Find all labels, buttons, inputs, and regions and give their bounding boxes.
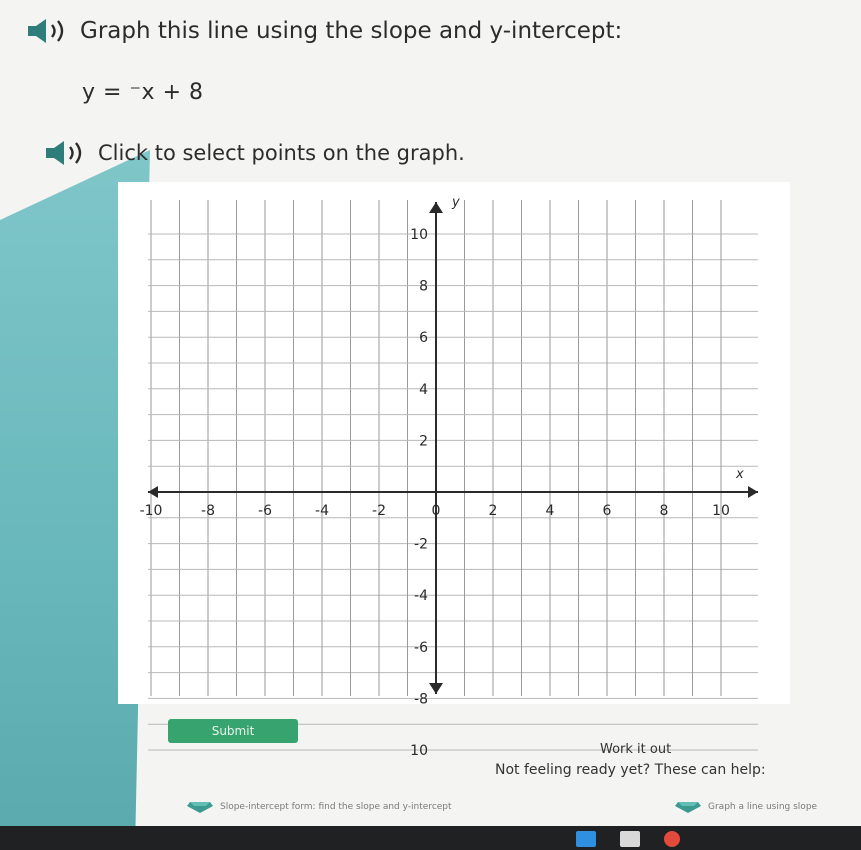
prompt-row bbox=[22, 16, 622, 46]
prompt-title: Graph this line using the slope and y-intercept: bbox=[80, 18, 623, 44]
y-tick-label: 4 bbox=[419, 381, 428, 398]
x-tick-label: -6 bbox=[258, 503, 272, 519]
help-link-label[interactable]: Slope-intercept form: find the slope and y-intercept bbox=[220, 802, 452, 812]
speaker-icon[interactable] bbox=[40, 138, 92, 168]
y-tick-label: 10 bbox=[410, 743, 428, 759]
axes bbox=[148, 202, 758, 694]
x-tick-label: 0 bbox=[431, 503, 441, 519]
equation: y = ⁻x + 8 bbox=[82, 80, 204, 105]
help-link-label[interactable]: Graph a line using slope bbox=[708, 802, 818, 812]
x-tick-label: 8 bbox=[659, 503, 669, 519]
gem-icon bbox=[186, 800, 214, 814]
gem-icon bbox=[674, 800, 702, 814]
x-tick-label: -4 bbox=[315, 503, 329, 519]
y-tick-label: 10 bbox=[410, 227, 428, 243]
x-tick-label: -8 bbox=[201, 503, 215, 519]
y-tick-label: -8 bbox=[414, 691, 428, 708]
y-tick-label: -6 bbox=[414, 639, 428, 656]
arrow-icon bbox=[429, 202, 443, 213]
help-prompt: Not feeling ready yet? These can help: bbox=[495, 762, 766, 778]
x-tick-label: 6 bbox=[602, 503, 612, 519]
x-tick-label: -10 bbox=[139, 503, 163, 519]
grid-lines bbox=[148, 200, 758, 750]
store-icon[interactable] bbox=[620, 831, 640, 847]
arrow-icon bbox=[148, 486, 158, 498]
x-tick-label: -2 bbox=[372, 503, 386, 519]
x-tick-label: 10 bbox=[712, 503, 730, 519]
y-tick-label: -2 bbox=[414, 536, 428, 553]
y-tick-label: 6 bbox=[419, 330, 428, 347]
instruction-text: Click to select points on the graph. bbox=[98, 141, 465, 165]
y-tick-label: 2 bbox=[419, 433, 428, 450]
y-tick-label: -4 bbox=[414, 588, 428, 605]
y-axis-label: y bbox=[452, 195, 460, 210]
help-link-slope-intercept[interactable] bbox=[186, 800, 452, 814]
submit-button[interactable]: Submit bbox=[168, 719, 298, 743]
x-tick-label: 2 bbox=[488, 503, 498, 519]
y-tick-label: 8 bbox=[419, 278, 428, 295]
help-link-graph-line[interactable] bbox=[674, 800, 817, 814]
speaker-icon[interactable] bbox=[22, 16, 74, 46]
windows-icon[interactable] bbox=[576, 831, 596, 847]
taskbar bbox=[0, 826, 861, 850]
browser-icon[interactable] bbox=[664, 831, 680, 847]
arrow-icon bbox=[748, 486, 758, 498]
x-tick-label: 4 bbox=[545, 503, 555, 519]
instruction-row bbox=[40, 138, 465, 168]
x-axis-label: x bbox=[736, 467, 744, 482]
arrow-icon bbox=[429, 683, 443, 694]
work-it-out-heading: Work it out bbox=[600, 742, 672, 757]
